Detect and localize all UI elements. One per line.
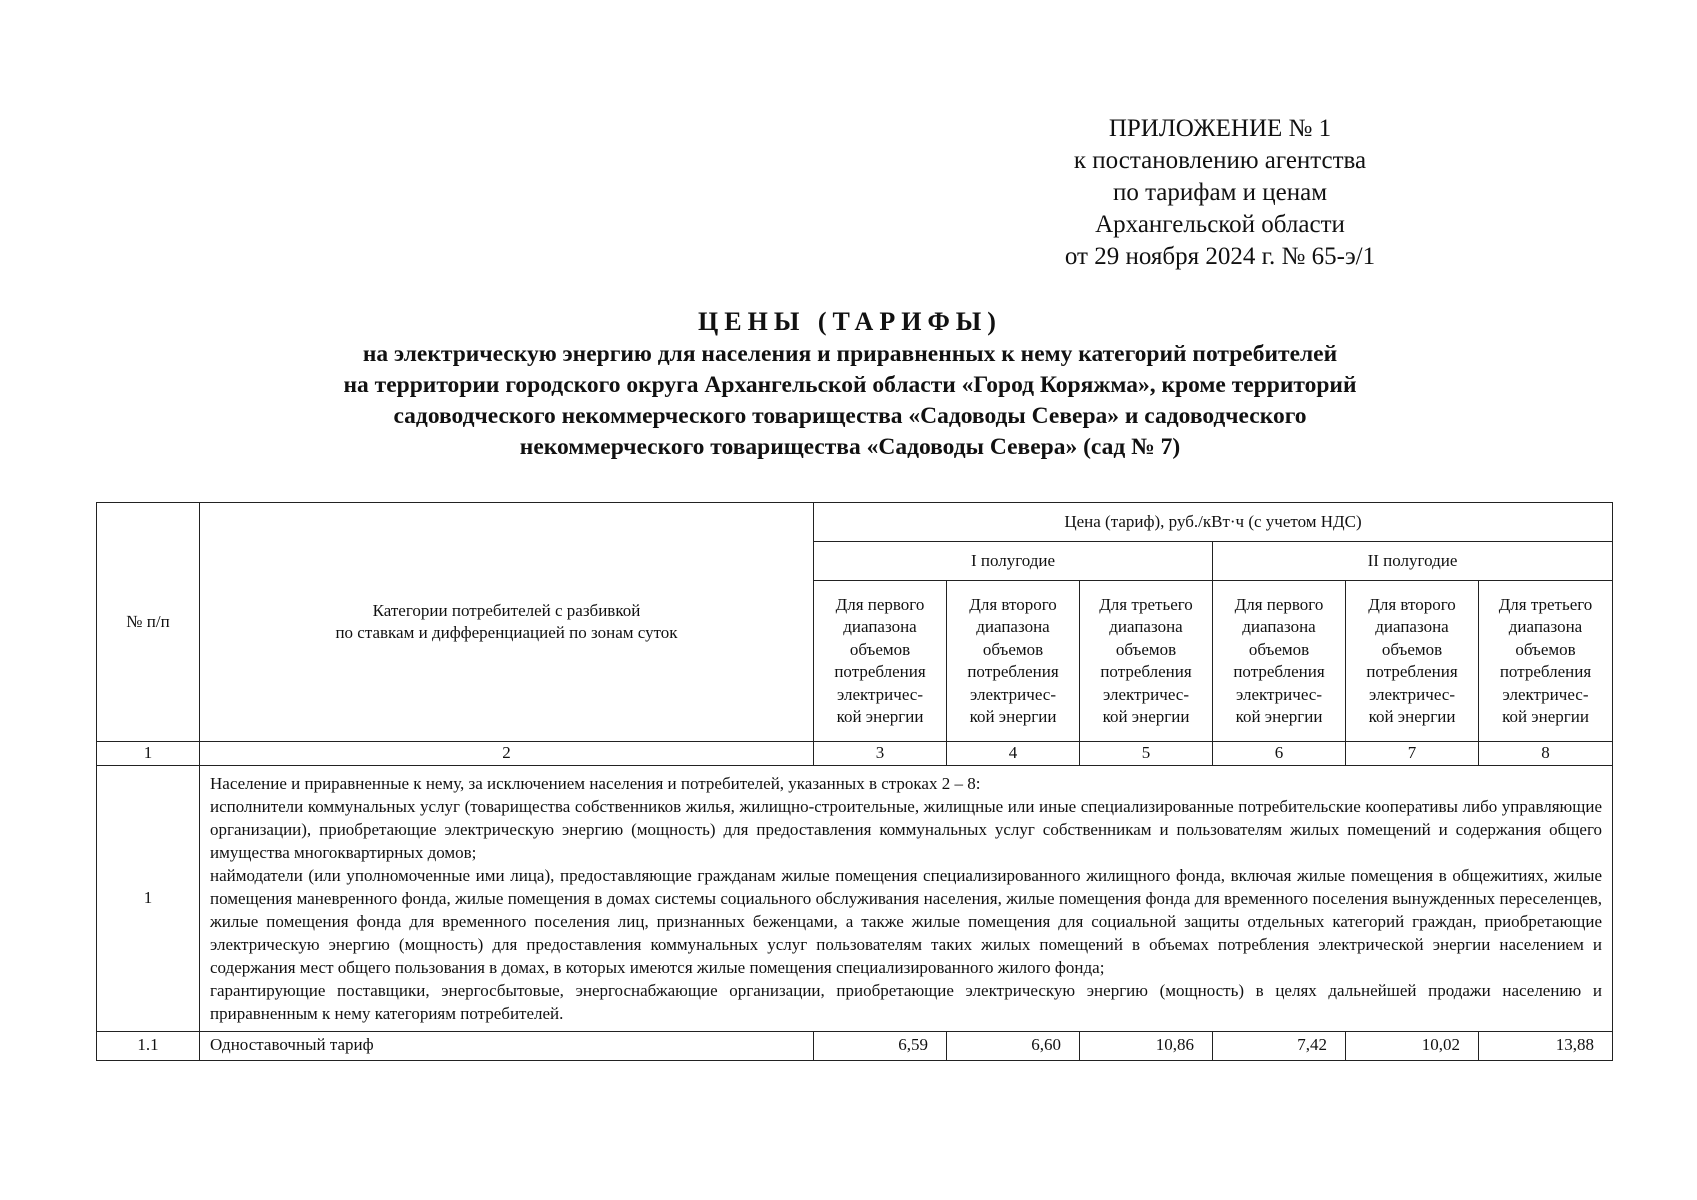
- header-range: [947, 581, 1080, 742]
- title-sub-line: садоводческого некоммерческого товарищества «Садоводы Севера» и садоводческого: [393, 403, 1307, 429]
- header-range-line: электричес-: [1502, 684, 1589, 704]
- header-range-line: кой энергии: [969, 707, 1057, 726]
- header-num: № п/п: [97, 503, 200, 742]
- section-description: [200, 765, 1613, 1031]
- header-price: Цена (тариф), руб./кВт·ч (с учетом НДС): [814, 503, 1613, 542]
- tariff-value: 7,42: [1213, 1031, 1346, 1060]
- section-paragraph: исполнители коммунальных услуг (товарищества собственников жилья, жилищно-строительные, жилищные или иные специализированные потребительские кооперативы либо управляющие организации), приобретающие электрическую энергию (мощность) для предоставления коммунальных услуг собственникам и пользователям жилых помещений и содержания общего имущества многоквартирных домов;: [210, 796, 1602, 862]
- header-range-line: диапазона: [976, 617, 1050, 636]
- header-range-line: Для третьего: [1099, 594, 1193, 614]
- appendix-line: по тарифам и ценам: [1112, 179, 1328, 206]
- header-range-line: потребления: [1100, 662, 1192, 681]
- header-range-line: электричес-: [1235, 684, 1322, 704]
- appendix-line: к постановлению агентства: [1073, 147, 1367, 174]
- column-number: 5: [1080, 742, 1213, 766]
- header-range: [1080, 581, 1213, 742]
- header-range-line: кой энергии: [1502, 707, 1589, 726]
- tariff-table: [96, 502, 1613, 1061]
- column-number: 8: [1479, 742, 1613, 766]
- tariff-value: 13,88: [1479, 1031, 1613, 1060]
- header-range: [1346, 581, 1479, 742]
- header-range-line: объемов: [982, 639, 1044, 659]
- header-range-line: диапазона: [1109, 617, 1183, 636]
- header-range-line: объемов: [1115, 639, 1177, 659]
- header-range-line: Для первого: [1234, 594, 1324, 614]
- header-category-line: по ставкам и дифференциацией по зонам суток: [335, 623, 678, 642]
- section-paragraph: Население и приравненные к нему, за исключением населения и потребителей, указанных в строках 2 – 8:: [210, 773, 981, 793]
- appendix-header: [1040, 113, 1400, 273]
- header-range-line: Для первого: [835, 594, 925, 614]
- tariff-value: 6,60: [947, 1031, 1080, 1060]
- header-half-1: I полугодие: [814, 542, 1213, 581]
- tariff-value: 10,86: [1080, 1031, 1213, 1060]
- header-range-line: потребления: [834, 662, 926, 681]
- header-range-line: потребления: [1366, 662, 1458, 681]
- column-number: 3: [814, 742, 947, 766]
- tariff-value: 10,02: [1346, 1031, 1479, 1060]
- header-range-line: объемов: [1515, 639, 1576, 659]
- title-main: ЦЕНЫ (ТАРИФЫ): [698, 307, 1002, 336]
- header-category-line: Категории потребителей с разбивкой: [372, 600, 641, 620]
- header-range-line: электричес-: [836, 684, 923, 704]
- appendix-line: Архангельской области: [1095, 211, 1345, 238]
- appendix-line: от 29 ноября 2024 г. № 65-э/1: [1064, 243, 1376, 270]
- header-range-line: диапазона: [1375, 617, 1449, 636]
- header-range-line: кой энергии: [836, 707, 924, 726]
- column-number: 2: [200, 742, 814, 766]
- header-range: [1479, 581, 1613, 742]
- title-sub-line: некоммерческого товарищества «Садоводы Севера» (сад № 7): [519, 434, 1181, 460]
- column-number: 4: [947, 742, 1080, 766]
- section-num: 1: [97, 765, 200, 1031]
- header-range-line: электричес-: [1368, 684, 1455, 704]
- header-range-line: кой энергии: [1368, 707, 1456, 726]
- header-range-line: объемов: [1248, 639, 1310, 659]
- header-range-line: диапазона: [1508, 617, 1583, 636]
- header-range-line: потребления: [1499, 662, 1592, 681]
- section-paragraph: гарантирующие поставщики, энергосбытовые, энергоснабжающие организации, приобретающие электрическую энергию (мощность) в целях дальнейшей продажи населению и приравненным к нему категориям потребителей.: [210, 980, 1602, 1023]
- header-range-line: объемов: [849, 639, 911, 659]
- header-half-2: II полугодие: [1213, 542, 1613, 581]
- header-range-line: диапазона: [843, 617, 917, 636]
- tariff-value: 6,59: [814, 1031, 947, 1060]
- header-range: [814, 581, 947, 742]
- section-paragraph: наймодатели (или уполномоченные ими лица), предоставляющие гражданам жилые помещения специализированного жилищного фонда, включая жилые помещения в общежитиях, жилые помещения маневренного фонда, жилые помещения в домах системы социального обслуживания населения, жилые помещения фонда для временного поселения вынужденных переселенцев, жилые помещения фонда для временного поселения лиц, признанных беженцами, а также жилые помещения для социальной защиты отдельных категорий граждан, приобретающие электрическую энергию (мощность) для предоставления коммунальных услуг пользователям таких жилых помещений в объемах потребления электрической энергии населением и содержания мест общего пользования в домах, в которых имеются жилые помещения специализированного жилого фонда;: [210, 865, 1602, 977]
- header-range-line: потребления: [1233, 662, 1325, 681]
- header-range-line: кой энергии: [1102, 707, 1190, 726]
- title-sub-line: на территории городского округа Архангельской области «Город Коряжма», кроме территорий: [343, 372, 1357, 398]
- header-range-line: электричес-: [969, 684, 1056, 704]
- header-range: [1213, 581, 1346, 742]
- header-range-line: диапазона: [1242, 617, 1316, 636]
- row-name: Одноставочный тариф: [200, 1031, 814, 1060]
- column-number: 7: [1346, 742, 1479, 766]
- header-category: [200, 503, 814, 742]
- header-range-line: электричес-: [1102, 684, 1189, 704]
- header-range-line: кой энергии: [1235, 707, 1323, 726]
- title-sub-line: на электрическую энергию для населения и приравненных к нему категорий потребителей: [362, 341, 1338, 367]
- document-title: [150, 305, 1550, 463]
- header-range-line: объемов: [1381, 639, 1443, 659]
- appendix-line: ПРИЛОЖЕНИЕ № 1: [1108, 115, 1332, 142]
- header-range-line: потребления: [967, 662, 1059, 681]
- column-number: 6: [1213, 742, 1346, 766]
- header-range-line: Для второго: [1368, 594, 1456, 614]
- row-num: 1.1: [97, 1031, 200, 1060]
- header-range-line: Для третьего: [1498, 594, 1593, 614]
- column-number: 1: [97, 742, 200, 766]
- header-range-line: Для второго: [969, 594, 1057, 614]
